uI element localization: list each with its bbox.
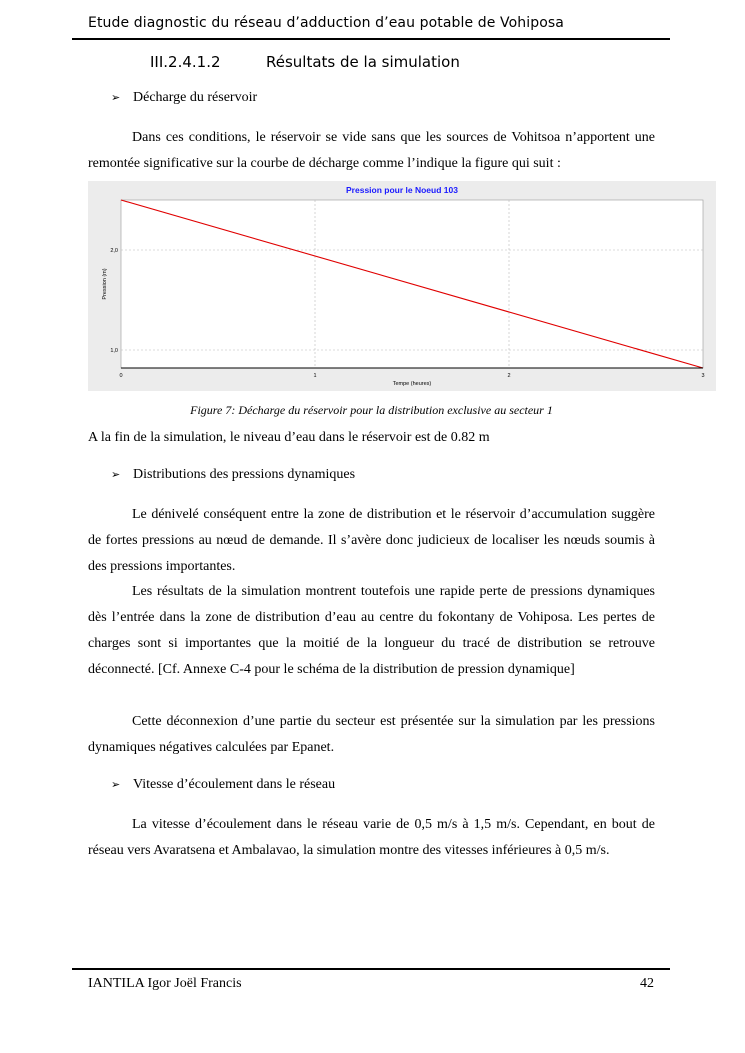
x-tick-label: 3 <box>701 373 705 379</box>
bullet-vitesse <box>111 777 335 793</box>
pressure-chart <box>88 181 716 391</box>
y-tick-label: 1,0 <box>110 348 118 354</box>
bullet-pressions <box>111 467 355 483</box>
y-tick-label: 2,0 <box>110 248 118 254</box>
bullet-label: Distributions des pressions dynamiques <box>133 467 356 482</box>
page-number: 42 <box>640 976 654 991</box>
arrow-bullet-icon: ➢ <box>111 778 121 791</box>
arrow-bullet-icon: ➢ <box>111 468 121 481</box>
bullet-decharge <box>111 90 257 106</box>
footer-author: IANTILA Igor Joël Francis <box>88 976 242 991</box>
running-header: Etude diagnostic du réseau d’adduction d’eau potable de Vohiposa <box>88 15 564 31</box>
section-title: Résultats de la simulation <box>266 53 460 71</box>
arrow-bullet-icon: ➢ <box>111 91 121 104</box>
x-tick-label: 0 <box>119 373 123 379</box>
paragraph-result: A la fin de la simulation, le niveau d’eau dans le réservoir est de 0.82 m <box>88 430 490 445</box>
chart-title: Pression pour le Noeud 103 <box>346 185 458 195</box>
paragraph-denivele: Le dénivelé conséquent entre la zone de distribution et le réservoir d’accumulation suggère de fortes pressions au nœud de demande. Il s’avère donc judicieux de localiser les nœuds soumis à des pressions importantes. <box>88 507 655 574</box>
x-tick-label: 2 <box>507 373 511 379</box>
section-number: III.2.4.1.2 <box>150 53 221 71</box>
bullet-label: Vitesse d’écoulement dans le réseau <box>133 777 336 792</box>
header-rule <box>72 38 670 40</box>
figure-caption <box>0 403 745 418</box>
paragraph-vitesse: La vitesse d’écoulement dans le réseau varie de 0,5 m/s à 1,5 m/s. Cependant, en bout de réseau vers Avaratsena et Ambalavao, la simulation montre des vitesses inférieures à 0,5 m/s. <box>88 817 655 858</box>
chart-svg <box>88 181 716 391</box>
paragraph-intro: Dans ces conditions, le réservoir se vide sans que les sources de Vohitsoa n’apportent une remontée significative sur la courbe de décharge comme l’indique la figure qui suit : <box>88 130 655 171</box>
y-axis-label: Pression (m) <box>102 268 108 300</box>
paragraph-deconnexion: Cette déconnexion d’une partie du secteur est présentée sur la simulation par les pressions dynamiques négatives calculées par Epanet. <box>88 714 655 755</box>
paragraph-pertes: Les résultats de la simulation montrent toutefois une rapide perte de pressions dynamiques dès l’entrée dans la zone de distribution d’eau au centre du fokontany de Vohiposa. Les pertes de charges sont si importantes que la moitié de la longueur du tracé de distribution se retrouve déconnecté. [Cf. Annexe C-4 pour le schéma de la distribution de pression dynamique] <box>88 584 655 677</box>
bullet-label: Décharge du réservoir <box>133 90 258 105</box>
figure-caption-text: Figure 7: Décharge du réservoir pour la distribution exclusive au secteur 1 <box>190 403 553 417</box>
footer-rule <box>72 968 670 970</box>
x-axis-label: Tempe (heures) <box>392 381 432 387</box>
x-tick-label: 1 <box>313 373 317 379</box>
section-heading <box>150 53 460 71</box>
